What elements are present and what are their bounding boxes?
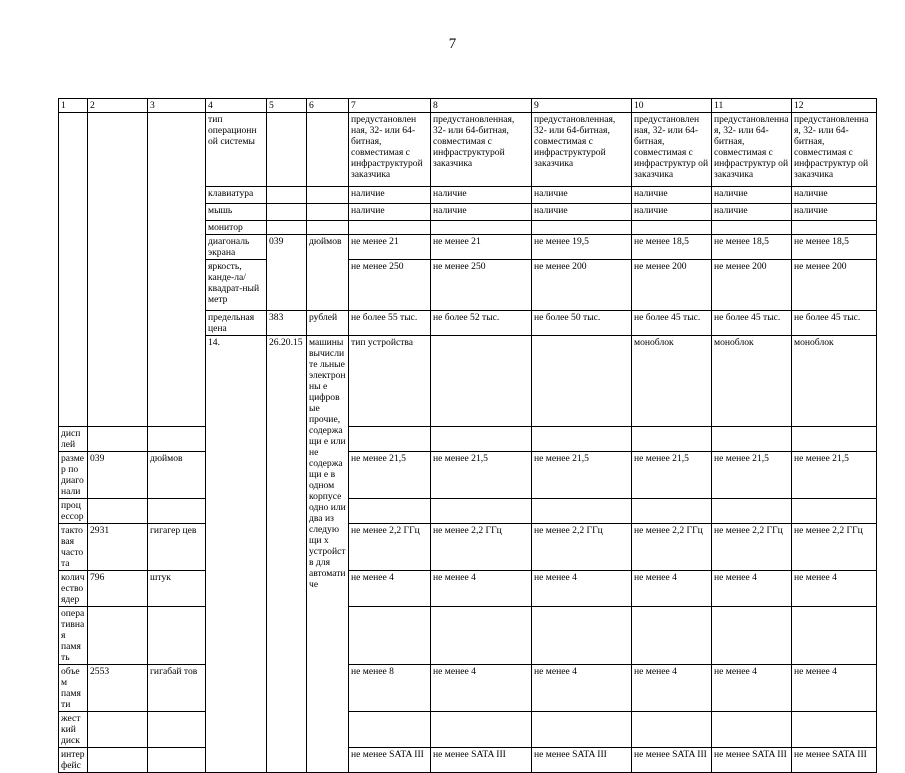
empty-cell bbox=[792, 712, 877, 748]
header-cell: 4 bbox=[206, 99, 267, 113]
empty-cell bbox=[148, 712, 206, 748]
empty-cell bbox=[712, 427, 792, 452]
spec-value: не менее 4 bbox=[712, 571, 792, 607]
spec-value: моноблок bbox=[712, 336, 792, 427]
header-cell: 10 bbox=[632, 99, 712, 113]
empty-cell bbox=[88, 607, 148, 665]
spec-value: наличие bbox=[349, 204, 431, 221]
table-row bbox=[59, 524, 877, 571]
empty-cell bbox=[307, 113, 349, 187]
empty-cell bbox=[431, 607, 532, 665]
spec-value: не менее 21,5 bbox=[712, 452, 792, 499]
spec-value: не менее SATA III bbox=[349, 748, 431, 773]
spec-value: не более 45 тыс. bbox=[712, 311, 792, 336]
empty-cell bbox=[712, 712, 792, 748]
empty-cell bbox=[267, 221, 307, 235]
spec-value: не менее 2,2 ГГц bbox=[431, 524, 532, 571]
spec-value: не менее SATA III bbox=[712, 748, 792, 773]
spec-value: не менее 21 bbox=[349, 235, 431, 260]
spec-value: предустановлен ная, 32- или 64-битная, совместимая с инфраструктур ой заказчика bbox=[632, 113, 712, 187]
empty-cell bbox=[632, 712, 712, 748]
spec-value: не более 52 тыс. bbox=[431, 311, 532, 336]
table-row bbox=[59, 607, 877, 665]
empty-cell bbox=[148, 607, 206, 665]
empty-cell bbox=[88, 499, 148, 524]
spec-value: наличие bbox=[632, 204, 712, 221]
characteristic-name: тактовая частота bbox=[59, 524, 88, 571]
spec-value: не менее 4 bbox=[792, 571, 877, 607]
empty-cell bbox=[712, 221, 792, 235]
empty-cell bbox=[532, 499, 632, 524]
spec-value: не менее SATA III bbox=[792, 748, 877, 773]
empty-cell bbox=[431, 712, 532, 748]
spec-value: не менее 18,5 bbox=[792, 235, 877, 260]
spec-value: не менее 21,5 bbox=[632, 452, 712, 499]
spec-value: не менее 21,5 bbox=[532, 452, 632, 499]
page-number: 7 bbox=[448, 36, 457, 52]
empty-cell bbox=[349, 499, 431, 524]
characteristic-name: жесткий диск bbox=[59, 712, 88, 748]
okei-code: 2931 bbox=[88, 524, 148, 571]
unit-name: штук bbox=[148, 571, 206, 607]
header-cell: 2 bbox=[88, 99, 148, 113]
header-cell: 7 bbox=[349, 99, 431, 113]
spec-value: не менее 4 bbox=[532, 571, 632, 607]
characteristic-name: предельная цена bbox=[206, 311, 267, 336]
characteristic-name: количество ядер bbox=[59, 571, 88, 607]
unit-name: гигагер цев bbox=[148, 524, 206, 571]
empty-cell bbox=[267, 113, 307, 187]
empty-cell bbox=[88, 712, 148, 748]
spec-value: наличие bbox=[349, 187, 431, 204]
header-cell: 3 bbox=[148, 99, 206, 113]
table-row bbox=[59, 571, 877, 607]
characteristic-name: размер по диагонали bbox=[59, 452, 88, 499]
okei-code: 2553 bbox=[88, 665, 148, 712]
unit-name: рублей bbox=[307, 311, 349, 336]
empty-cell bbox=[59, 113, 88, 427]
characteristic-name: объем памяти bbox=[59, 665, 88, 712]
spec-value: не менее 200 bbox=[792, 260, 877, 311]
empty-cell bbox=[349, 712, 431, 748]
empty-cell bbox=[792, 607, 877, 665]
spec-value: предустановленна я, 32- или 64-битная, совместимая с инфраструктур ой заказчика bbox=[792, 113, 877, 187]
spec-value: предустановлен ная, 32- или 64-битная, совместимая с инфраструктурой заказчика bbox=[349, 113, 431, 187]
table-row bbox=[59, 665, 877, 712]
empty-cell bbox=[712, 499, 792, 524]
spec-value: не более 50 тыс. bbox=[532, 311, 632, 336]
empty-cell bbox=[307, 221, 349, 235]
header-cell: 11 bbox=[712, 99, 792, 113]
empty-cell bbox=[792, 499, 877, 524]
unit-name: гигабай тов bbox=[148, 665, 206, 712]
table-row bbox=[59, 712, 877, 748]
characteristic-name: мышь bbox=[206, 204, 267, 221]
spec-value: наличие bbox=[712, 187, 792, 204]
empty-cell bbox=[148, 113, 206, 427]
specifications-table bbox=[58, 98, 877, 773]
empty-cell bbox=[349, 427, 431, 452]
empty-cell bbox=[307, 187, 349, 204]
spec-value: наличие bbox=[792, 187, 877, 204]
spec-value: не более 45 тыс. bbox=[632, 311, 712, 336]
empty-cell bbox=[712, 607, 792, 665]
header-cell: 5 bbox=[267, 99, 307, 113]
empty-cell bbox=[349, 607, 431, 665]
characteristic-name: процессор bbox=[59, 499, 88, 524]
spec-value: не менее 250 bbox=[349, 260, 431, 311]
spec-value: не менее 4 bbox=[349, 571, 431, 607]
spec-value: не менее 200 bbox=[632, 260, 712, 311]
characteristic-name: тип операционн ой системы bbox=[206, 113, 267, 187]
empty-cell bbox=[632, 427, 712, 452]
empty-cell bbox=[88, 427, 148, 452]
spec-value: не более 55 тыс. bbox=[349, 311, 431, 336]
table-row bbox=[59, 427, 877, 452]
spec-value: не менее 4 bbox=[431, 665, 532, 712]
empty-cell bbox=[792, 221, 877, 235]
empty-cell bbox=[532, 712, 632, 748]
spec-value: предустановленная, 32- или 64-битная, совместимая с инфраструктурой заказчика bbox=[532, 113, 632, 187]
empty-cell bbox=[532, 607, 632, 665]
spec-value: не менее 21,5 bbox=[349, 452, 431, 499]
empty-cell bbox=[267, 187, 307, 204]
unit-name: дюймов bbox=[148, 452, 206, 499]
spec-value: не менее 200 bbox=[712, 260, 792, 311]
empty-cell bbox=[532, 221, 632, 235]
empty-cell bbox=[431, 221, 532, 235]
spec-value: наличие bbox=[431, 204, 532, 221]
empty-cell bbox=[431, 427, 532, 452]
header-row bbox=[59, 99, 877, 113]
spec-value: наличие bbox=[532, 204, 632, 221]
spec-value: не менее 19,5 bbox=[532, 235, 632, 260]
empty-cell bbox=[431, 499, 532, 524]
spec-value: не менее 21,5 bbox=[431, 452, 532, 499]
table-row bbox=[59, 499, 877, 524]
spec-value: наличие bbox=[532, 187, 632, 204]
empty-cell bbox=[267, 204, 307, 221]
empty-cell bbox=[88, 113, 148, 427]
characteristic-name: диагональ экрана bbox=[206, 235, 267, 260]
spec-value: не менее SATA III bbox=[632, 748, 712, 773]
header-cell: 1 bbox=[59, 99, 88, 113]
spec-value: не менее 2,2 ГГц bbox=[712, 524, 792, 571]
unit-name: дюймов bbox=[307, 235, 349, 311]
table-row bbox=[59, 452, 877, 499]
header-cell: 9 bbox=[532, 99, 632, 113]
spec-value: наличие bbox=[431, 187, 532, 204]
empty-cell bbox=[148, 748, 206, 773]
characteristic-name: дисплей bbox=[59, 427, 88, 452]
empty-cell bbox=[148, 499, 206, 524]
header-cell: 12 bbox=[792, 99, 877, 113]
table-row bbox=[59, 113, 877, 187]
empty-cell bbox=[307, 204, 349, 221]
spec-value: не менее 4 bbox=[632, 665, 712, 712]
characteristic-name: яркость, канде-ла/квадрат-ный метр bbox=[206, 260, 267, 311]
spec-value: не менее SATA III bbox=[431, 748, 532, 773]
empty-cell bbox=[632, 221, 712, 235]
spec-value: не менее 2,2 ГГц bbox=[532, 524, 632, 571]
table-row bbox=[59, 748, 877, 773]
spec-value: не менее 4 bbox=[632, 571, 712, 607]
spec-value: предустановленна я, 32- или 64-битная, совместимая с инфраструктур ой заказчика bbox=[712, 113, 792, 187]
product-description: машины вычислите льные электронны е цифровые прочие, содержащи е или не содержащи е в одном корпусе одно или два из следующи х устройств для автоматиче bbox=[307, 336, 349, 773]
spec-value: не менее 4 bbox=[712, 665, 792, 712]
okei-code: 383 bbox=[267, 311, 307, 336]
spec-value: наличие bbox=[712, 204, 792, 221]
spec-value: не более 45 тыс. bbox=[792, 311, 877, 336]
empty-cell bbox=[88, 748, 148, 773]
characteristic-name: монитор bbox=[206, 221, 267, 235]
spec-value: наличие bbox=[632, 187, 712, 204]
okei-code: 039 bbox=[267, 235, 307, 311]
header-cell: 8 bbox=[431, 99, 532, 113]
spec-value: моноблок bbox=[632, 336, 712, 427]
spec-value: не менее 21 bbox=[431, 235, 532, 260]
spec-value: моноблок bbox=[792, 336, 877, 427]
spec-value: наличие bbox=[792, 204, 877, 221]
empty-cell bbox=[349, 221, 431, 235]
empty-cell bbox=[632, 607, 712, 665]
characteristic-name: интерфейс bbox=[59, 748, 88, 773]
spec-value: предустановленная, 32- или 64-битная, совместимая с инфраструктурой заказчика bbox=[431, 113, 532, 187]
empty-cell bbox=[431, 336, 532, 427]
spec-value: не менее 4 bbox=[792, 665, 877, 712]
spec-value: не менее 250 bbox=[431, 260, 532, 311]
empty-cell bbox=[792, 427, 877, 452]
empty-cell bbox=[148, 427, 206, 452]
empty-cell bbox=[532, 427, 632, 452]
okei-code: 039 bbox=[88, 452, 148, 499]
characteristic-name: оперативна я память bbox=[59, 607, 88, 665]
characteristic-name: тип устройства bbox=[349, 336, 431, 427]
row-index: 14. bbox=[206, 336, 267, 773]
spec-value: не менее 4 bbox=[431, 571, 532, 607]
spec-value: не менее 8 bbox=[349, 665, 431, 712]
spec-value: не менее 2,2 ГГц bbox=[632, 524, 712, 571]
empty-cell bbox=[632, 499, 712, 524]
header-cell: 6 bbox=[307, 99, 349, 113]
spec-value: не менее 18,5 bbox=[632, 235, 712, 260]
characteristic-name: клавиатура bbox=[206, 187, 267, 204]
okei-code: 796 bbox=[88, 571, 148, 607]
okpd-code: 26.20.15 bbox=[267, 336, 307, 773]
spec-value: не менее 2,2 ГГц bbox=[792, 524, 877, 571]
spec-value: не менее 2,2 ГГц bbox=[349, 524, 431, 571]
spec-value: не менее SATA III bbox=[532, 748, 632, 773]
empty-cell bbox=[532, 336, 632, 427]
spec-value: не менее 21,5 bbox=[792, 452, 877, 499]
spec-value: не менее 4 bbox=[532, 665, 632, 712]
spec-value: не менее 200 bbox=[532, 260, 632, 311]
spec-value: не менее 18,5 bbox=[712, 235, 792, 260]
